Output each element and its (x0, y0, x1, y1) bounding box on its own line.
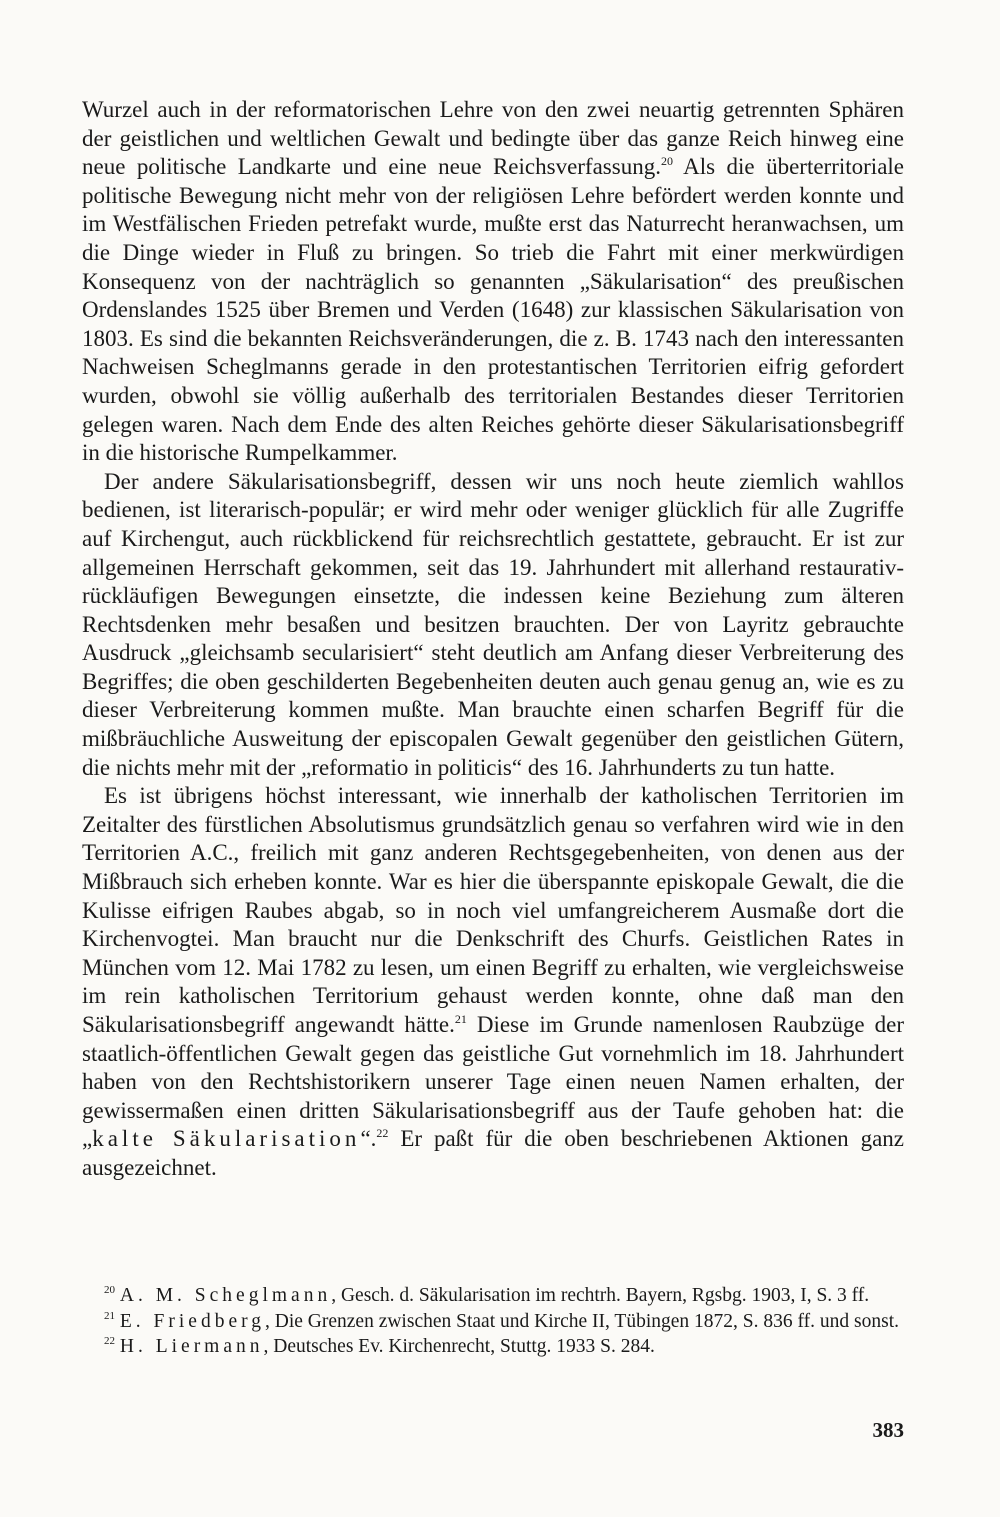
text-run: Er paßt für die oben beschriebenen Aktionen ganz ausgezeichnet. (82, 1126, 904, 1180)
footnote-22 (82, 1334, 904, 1360)
footnotes (82, 1283, 904, 1360)
footnote-ref: 21 (454, 1012, 467, 1026)
footnote-author: E. Friedberg (119, 1310, 265, 1332)
footnote-number: 21 (104, 1309, 115, 1322)
footnote-text: , Deutsches Ev. Kirchenrecht, Stuttg. 1933 S. 284. (263, 1336, 655, 1357)
footnote-ref: 22 (376, 1126, 389, 1141)
footnote-author: H. Liermann (119, 1336, 264, 1357)
text-run: Der andere Säkularisationsbegriff, dessen wir uns noch heute ziemlich wahllos bedienen, ist literarisch-populär; er wird mehr oder weniger glücklich für alle Zugriffe auf Kirchengut, auch rückblickend für reichsrechtlich gestattete, gebraucht. Er ist zur allgemeinen Herrschaft gekommen, seit das 19. Jahrhundert mit allerhand restaurativ-rückläufigen Bewegungen einsetzte, die indessen keine Beziehung zum älteren Rechtsdenken mehr besaßen und besitzen brauchten. Der von Layritz gebrauchte Ausdruck „gleichsamb secularisiert“ steht deutlich am Anfang dieser Verbreiterung des Begriffes; die oben geschilderten Begebenheiten deuten auch genau genug an, wie es zu dieser Verbreiterung kommen mußte. Man brauchte einen scharfen Begriff für die mißbräuchliche Ausweitung der episcopalen Gewalt gegenüber den geistlichen Gütern, die nichts mehr mit der „reformatio in politicis“ des 16. Jahrhunderts zu tun hatte. (82, 468, 904, 780)
footnote-text: , Die Grenzen zwischen Staat und Kirche II, Tübingen 1872, S. 836 ff. und sonst. (265, 1310, 899, 1332)
paragraph-2 (82, 468, 904, 783)
footnote-21 (82, 1309, 904, 1335)
body-text (82, 96, 904, 1183)
paragraph-3 (82, 782, 904, 1182)
text-run: Diese im Grunde namenlosen Raubzüge der staatlich-öffentlichen Gewalt gegen das geistliche Gut vornehmlich im 18. Jahrhundert haben von den Rechtshistorikern unserer Tage einen neuen Namen erhalten, der gewissermaßen einen dritten Säkularisationsbegriff aus der Taufe gehoben hat: die „ (82, 1012, 904, 1152)
footnote-text: , Gesch. d. Säkularisation im rechtrh. Bayern, Rgsbg. 1903, I, S. 3 ff. (331, 1285, 870, 1306)
text-run: “. (360, 1126, 377, 1152)
footnote-author: A. M. Scheglmann (119, 1285, 332, 1306)
footnote-20 (82, 1283, 904, 1309)
paragraph-1 (82, 96, 904, 468)
footnote-number: 22 (104, 1335, 115, 1347)
spaced-emphasis: kalte Säkularisation (92, 1126, 361, 1152)
text-run: Es ist übrigens höchst interessant, wie innerhalb der katholischen Territorien im Zeitalter des fürstlichen Absolutismus grundsätzlich genau so verfahren wird wie in den Territorien A.C., freilich mit ganz anderen Rechtsgegebenheiten, von denen aus der Mißbrauch sich erheben konnte. War es hier die überspannte episkopale Gewalt, die die Kulisse eifrigen Raubes abgab, so in noch viel umfangreicherem Ausmaße dort die Kirchenvogtei. Man braucht nur die Denkschrift des Churfs. Geistlichen Rates in München vom 12. Mai 1782 zu lesen, um einen Begriff zu erhalten, wie vergleichsweise im rein katholischen Territorium gehaust werden konnte, ohne daß man den Säkularisationsbegriff angewandt hätte. (82, 783, 904, 1037)
text-run: Als die überterritoriale politische Bewegung nicht mehr von der religiösen Lehre befördert werden konnte und im Westfälischen Frieden petrefakt wurde, mußte erst das Naturrecht heranwachsen, um die Dinge wieder in Fluß zu bringen. So trieb die Fahrt mit einer merkwürdigen Konsequenz von der nachträglich so genannten „Säkularisation“ des preußischen Ordenslandes 1525 über Bremen und Verden (1648) zur klassischen Säkularisation von 1803. Es sind die bekannten Reichsveränderungen, die z. B. 1743 nach den interessanten Nachweisen Scheglmanns gerade in den protestantischen Territorien eifrig gefordert wurden, obwohl sie völlig außerhalb des territorialen Bestandes dieser Territorien gelegen waren. Nach dem Ende des alten Reiches gehörte dieser Säkularisationsbegriff in die historische Rumpelkammer. (82, 154, 905, 466)
page-number: 383 (872, 1418, 904, 1442)
text-run: Wurzel auch in der reformatorischen Lehre von den zwei neuartig getrennten Sphären der geistlichen und weltlichen Gewalt und bedingte über das ganze Reich hinweg eine neue politische Landkarte und eine neue Reichsverfassung. (82, 97, 904, 180)
footnote-ref: 20 (660, 154, 673, 169)
footnote-number: 20 (104, 1284, 115, 1296)
